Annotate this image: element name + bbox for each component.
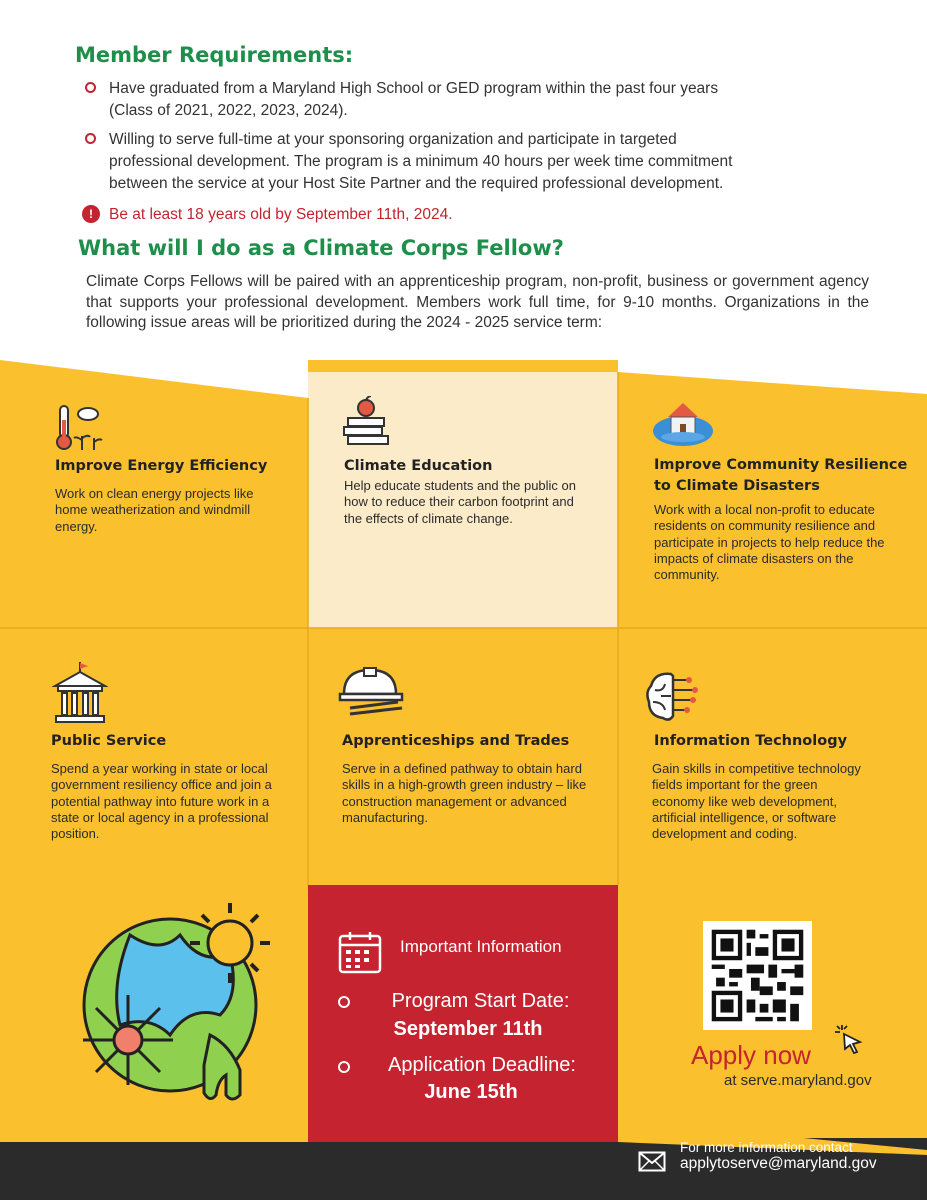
age-requirement-text: Be at least 18 years old by September 11th, 2024. xyxy=(109,206,453,223)
area-text-it: Gain skills in competitive technology fields important for the green economy like web development, artificial intelligence, or software development and coding. xyxy=(652,761,861,842)
exclamation-icon: ! xyxy=(82,205,100,223)
fellow-intro: Climate Corps Fellows will be paired with an apprenticeship program, non-profit, business or government agency that supports your professional development. Members work full time, for 9-10 months. Organizations in the following issue areas will be prioritized during the 2024 - 2025 service term: xyxy=(86,273,869,331)
calendar-icon xyxy=(337,929,383,975)
flooded-house-icon xyxy=(652,395,714,447)
hardhat-tools-icon xyxy=(336,664,408,720)
area-text-public-service: Spend a year working in state or local government resiliency office and join a potential pathway into future work in a state or local agency in a professional position. xyxy=(51,761,272,842)
area-title-energy: Improve Energy Efficiency xyxy=(55,458,268,474)
thermometer-plant-icon xyxy=(52,400,107,452)
contact-label: For more information contact xyxy=(680,1140,853,1155)
bullet-ring-icon xyxy=(338,1061,350,1073)
area-text-apprenticeships: Serve in a defined pathway to obtain hard skills in a high-growth green industry – like construction management or advanced manufacturing. xyxy=(342,761,587,825)
area-title-public-service: Public Service xyxy=(51,733,167,749)
info-title: Important Information xyxy=(400,937,562,956)
area-text-resilience: Work with a local non-profit to educate residents on community resilience and participate in projects to help reduce the impacts of climate disasters on the community. xyxy=(654,502,885,583)
apply-now-link[interactable]: Apply now xyxy=(691,1040,811,1070)
area-title-it: Information Technology xyxy=(654,733,848,749)
start-date-value: September 11th xyxy=(393,1018,543,1040)
start-date-label: Program Start Date: xyxy=(391,990,570,1012)
cursor-click-icon xyxy=(834,1023,864,1055)
area-text-energy: Work on clean energy projects like home weatherization and windmill energy. xyxy=(55,486,254,534)
area-title-education: Climate Education xyxy=(344,458,493,474)
area-title-apprenticeships: Apprenticeships and Trades xyxy=(342,733,570,749)
requirement-line: Willing to serve full-time at your sponsoring organization and participate in targeted xyxy=(109,131,677,148)
envelope-icon xyxy=(638,1151,666,1172)
deadline-value: June 15th xyxy=(424,1081,518,1103)
requirements-heading: Member Requirements: xyxy=(75,43,354,67)
government-building-icon xyxy=(52,660,108,728)
bullet-ring-icon xyxy=(338,996,350,1008)
qr-code[interactable] xyxy=(703,921,812,1030)
requirement-line: (Class of 2021, 2022, 2023, 2024). xyxy=(109,102,348,119)
requirement-line: professional development. The program is a minimum 40 hours per week time commitment xyxy=(109,153,733,170)
fellow-heading: What will I do as a Climate Corps Fellow? xyxy=(78,236,564,260)
apply-site: at serve.maryland.gov xyxy=(724,1072,872,1089)
deadline-label: Application Deadline: xyxy=(388,1054,576,1076)
area-title-resilience: Improve Community Resilience to Climate Disasters xyxy=(654,457,908,494)
circuit-brain-icon xyxy=(645,668,701,724)
bullet-ring-icon xyxy=(85,133,96,144)
requirement-line: between the service at your Host Site Partner and the required professional development. xyxy=(109,175,724,192)
globe-climate-illustration xyxy=(70,895,280,1105)
contact-email[interactable]: applytoserve@maryland.gov xyxy=(680,1155,877,1172)
area-text-education: Help educate students and the public on how to reduce their carbon footprint and the effects of climate change. xyxy=(344,478,577,526)
books-apple-icon xyxy=(342,396,392,451)
requirement-line: Have graduated from a Maryland High School or GED program within the past four years xyxy=(109,80,719,97)
bullet-ring-icon xyxy=(85,82,96,93)
qr-code-icon xyxy=(703,921,812,1030)
